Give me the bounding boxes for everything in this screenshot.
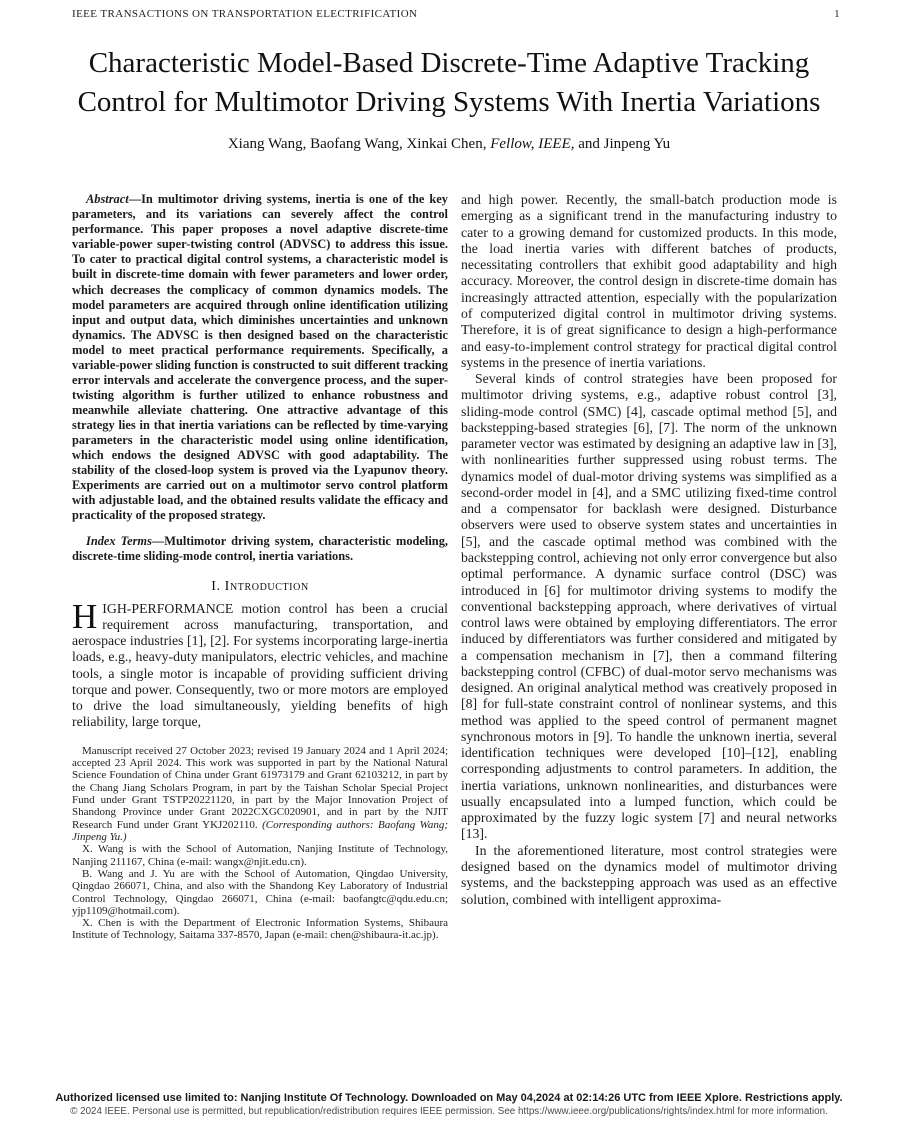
page-number: 1	[834, 8, 840, 20]
authors-fellow-designation: Fellow, IEEE	[490, 136, 571, 153]
abstract-paragraph	[72, 192, 448, 523]
footnote-corresponding-authors: (Corresponding authors: Baofang Wang; Jinpeng Yu.)	[72, 818, 448, 843]
two-column-body	[0, 192, 898, 942]
footnote-affiliation-bwang-jyu: B. Wang and J. Yu are with the School of Automation, Qingdao University, Qingdao 266071, China, and also with the Shandong Key Laboratory of Industrial Control Technology, Qingdao 266071, China (e-mail: baofangtc@qdu.edu.cn; yjp1109@hotmail.com).	[72, 867, 448, 917]
authors-line	[0, 136, 898, 153]
intro-paragraph	[72, 596, 448, 731]
paper-title: Characteristic Model-Based Discrete-Time Adaptive Tracking Control for Multimotor Driving Systems With Inertia Variations	[77, 47, 821, 118]
section-heading-introduction: I. Introduction	[211, 578, 309, 594]
footnote-funding	[72, 745, 448, 844]
index-terms-paragraph	[72, 534, 448, 564]
footnote-funding-text: Manuscript received 27 October 2023; revised 19 January 2024 and 1 April 2024; accepted 23 April 2024. This work was supported in part by the National Natural Science Foundation of China under Grant 61973179 and Grant 62103212, in part by the Chang Jiang Scholars Program, in part by the Taishan Scholar Special Project Fund under Grant TSTP20221120, in part by the Major Innovation Project of Shandong Province under Grant 2022CXGC020901, and in part by the NJIT Research Fund under Grant YKJ202110.	[72, 744, 448, 831]
footnote-affiliation-xwang: X. Wang is with the School of Automation, Nanjing Institute of Technology, Nanjing 211167, China (e-mail: wangx@njit.edu.cn).	[72, 843, 448, 868]
right-column	[461, 192, 837, 942]
intro-paragraph-text: IGH-PERFORMANCE motion control has been a crucial requirement across manufacturing, transportation, and aerospace industries [1], [2]. For systems incorporating large-inertia loads, e.g., heavy-duty manipulators, electric vehicles, and machine tools, a single motor is incapable of providing sufficient driving torque and power. Consequently, two or more motors are employed to drive the load simultaneously, yielding benefits of high reliability, large torque,	[72, 600, 448, 730]
license-line: Authorized licensed use limited to: Nanjing Institute Of Technology. Downloaded on May 04,2024 at 02:14:26 UTC from IEEE Xplore. Restrictions apply.	[55, 1092, 843, 1104]
abstract-label: Abstract	[86, 192, 129, 207]
index-terms-text: —Multimotor driving system, characteristic modeling, discrete-time sliding-mode control, inertia variations.	[72, 533, 448, 563]
footnote-affiliation-xchen: X. Chen is with the Department of Electronic Information Systems, Shibaura Institute of Technology, Saitama 337-8570, Japan (e-mail: chen@shibaura-it.ac.jp).	[72, 917, 448, 942]
abstract-text: —In multimotor driving systems, inertia is one of the key parameters, and its variations can severely affect the control performance. This paper proposes a novel adaptive discrete-time variable-power super-twisting control (ADVSC) to address this issue. To cater to practical digital control systems, a characteristic model is built in discrete-time domain with fewer parameters and lower order, which decreases the complicacy of common dynamics models. The model parameters are acquired through online identification utilizing input and output data, which diminishes uncertainties and unknown dynamics. The ADVSC is then designed based on the characteristic model to meet practical performance requirements. Specifically, a variable-power sliding function is constructed to suit different tracking error intervals and accelerate the convergence process, and the super-twisting algorithm is further utilized to enhance robustness and meanwhile alleviate chattering. One attractive advantage of this strategy lies in that inertia variations can be reflected by time-varying parameters in the characteristic model using online identification, which endows the designed ADVSC with good adaptability. The stability of the closed-loop system is proved via the Lyapunov theory. Experiments are carried out on a multimotor servo control platform with adjustable load, and the obtained results validate the efficacy and practicality of the proposed strategy.	[72, 192, 448, 523]
page-footer	[0, 1092, 898, 1117]
copyright-line: © 2024 IEEE. Personal use is permitted, but republication/redistribution requires IEEE permission. See https://www.ieee.org/publications/rights/index.html for more information.	[70, 1106, 828, 1117]
running-head	[72, 8, 840, 20]
body-paragraph: In the aforementioned literature, most control strategies were designed based on the dynamics model of multimotor driving systems, and the backstepping approach was used as an effective solution, combined with intelligent approxima-	[461, 842, 837, 907]
authors-names: Xiang Wang, Baofang Wang, Xinkai Chen,	[227, 136, 491, 153]
first-page-footnotes	[72, 745, 448, 942]
left-column	[72, 192, 448, 942]
title-block	[0, 0, 898, 153]
authors-names-tail: , and Jinpeng Yu	[570, 136, 671, 153]
index-terms-label: Index Terms	[86, 533, 152, 548]
body-paragraph: Several kinds of control strategies have been proposed for multimotor driving systems, e.g., adaptive robust control [3], sliding-mode control (SMC) [4], cascade optimal method [5], and backstepping-based strategies [6], [7]. The norm of the unknown parameter vector was estimated by designing an adaptive law in [3], with nonlinearities further suppressed using robust terms. The dynamics model of dual-motor driving systems was simplified as a second-order model in [4], and a SMC utilizing fixed-time control and a compensator for backlash were designed. Disturbance observers were used to observe system states and uncertainties in [5], and the cascade optimal method was combined with the backstepping control, achieving not only error convergence but also optimal performance. A dynamic surface control (DSC) was introduced in [6] for multimotor driving systems to modify the conventional backstepping approach, where derivatives of virtual control laws were obtained by employing differentiators. The error induced by differentiators was further considered and mitigated by a compensation mechanism in [7], then a command filtering backstepping control (CFBC) of dual-motor servo mechanisms was designed. An original analytical method was creatively proposed in [8] for full-state constraint control of nonlinear systems, and this method was applied to the speed control of permanent magnet synchronous motors in [9]. To handle the unknown inertia, several identification techniques were developed [10]–[12], enabling corresponding adjustments to control parameters. In addition, the inertia variations, unknown nonlinearities, and disturbances were usually encapsulated into a lumped function, which could be approximated by the fuzzy logic system [7] and neural networks [13].	[461, 371, 837, 842]
body-paragraph: and high power. Recently, the small-batch production mode is emerging as a significant trend in the manufacturing industry to cater to a growing demand for customized products. In this mode, the load inertia varies with different batches of products, necessitating controllers that exhibit good adaptability and high accuracy. Moreover, the control design in discrete-time domain has increasingly attracted attention, especially with the popularization of computerized digital control in multimotor driving systems. Therefore, it is of great significance to design a high-performance and easy-to-implement control strategy for practical digital control systems in the presence of inertia variations.	[461, 192, 837, 370]
drop-cap: H	[72, 596, 98, 636]
journal-name: IEEE TRANSACTIONS ON TRANSPORTATION ELECTRIFICATION	[72, 8, 418, 20]
